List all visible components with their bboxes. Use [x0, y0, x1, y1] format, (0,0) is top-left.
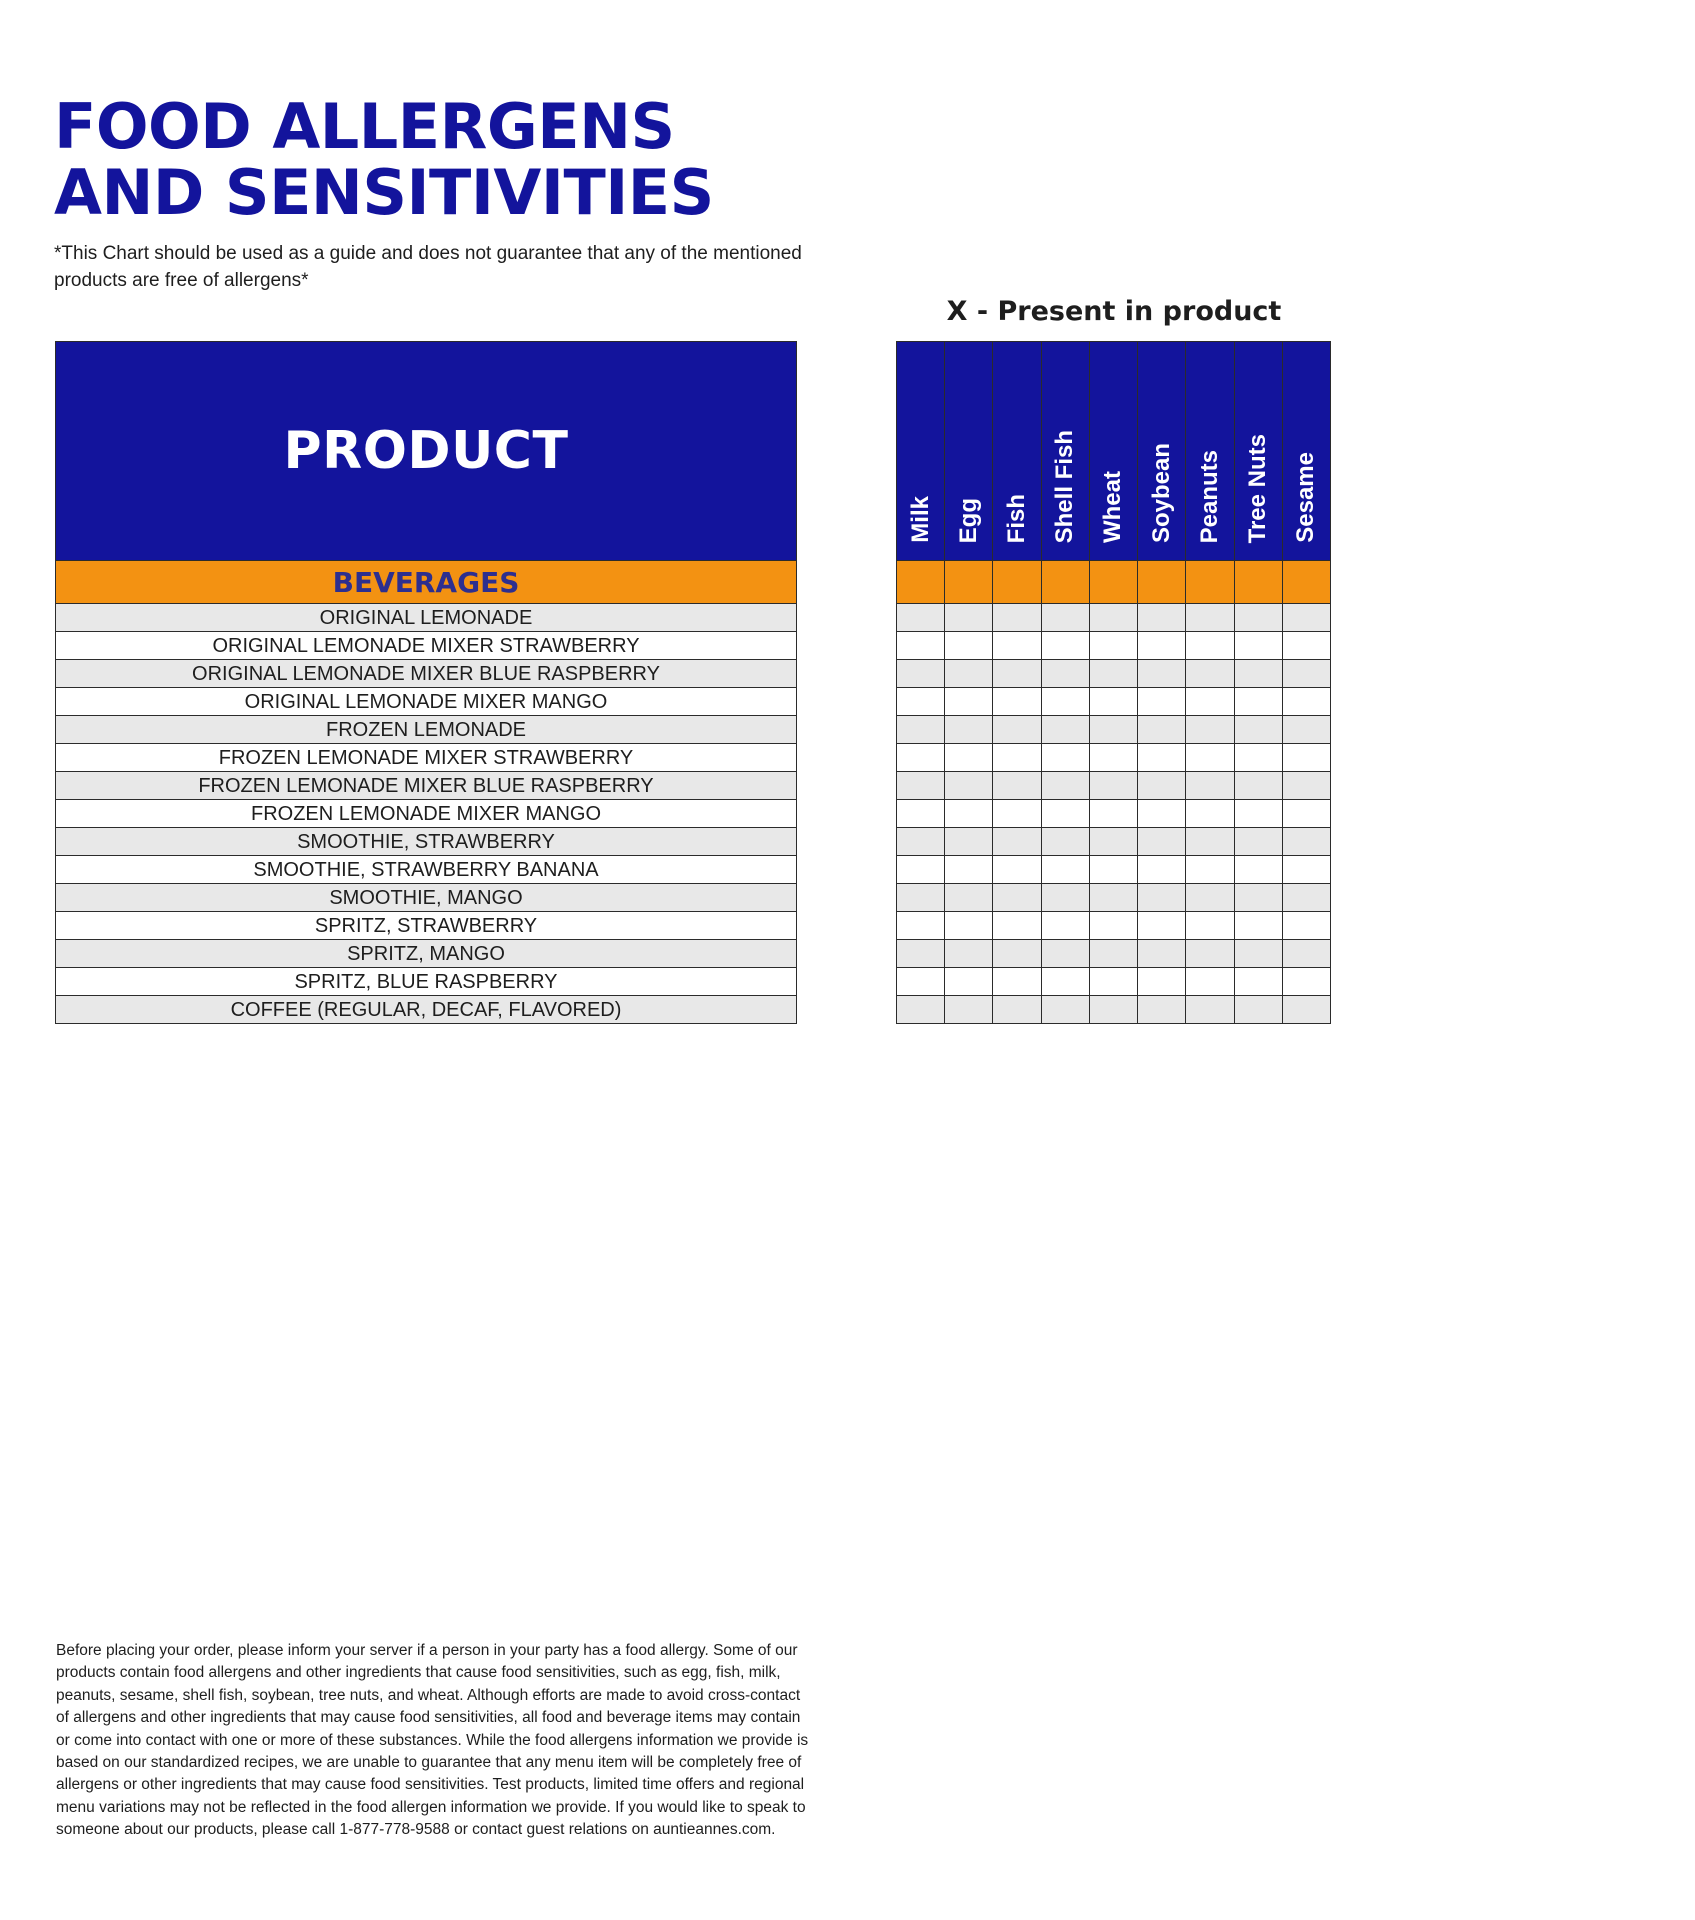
allergen-cell [945, 632, 993, 660]
allergen-cell [1234, 968, 1282, 996]
product-name: SMOOTHIE, STRAWBERRY BANANA [56, 856, 797, 884]
allergen-cell [1041, 940, 1089, 968]
allergen-cell [897, 912, 945, 940]
allergen-cell [1041, 884, 1089, 912]
allergen-cell [1138, 996, 1186, 1024]
allergen-cell [1089, 996, 1137, 1024]
product-name: FROZEN LEMONADE MIXER STRAWBERRY [56, 744, 797, 772]
allergen-cell [993, 940, 1041, 968]
allergen-cell [1186, 828, 1234, 856]
allergen-cell [1282, 660, 1330, 688]
allergen-cell [1186, 968, 1234, 996]
allergen-section-cell [945, 561, 993, 604]
allergen-cell [1234, 660, 1282, 688]
page-title [54, 90, 714, 229]
allergen-section-cell [993, 561, 1041, 604]
allergen-cell [1186, 940, 1234, 968]
allergen-cell [1186, 800, 1234, 828]
allergen-cell [945, 828, 993, 856]
allergen-col-soybean [1138, 342, 1186, 561]
allergen-section-cell [1186, 561, 1234, 604]
table-row [56, 800, 797, 828]
allergen-cell [1234, 856, 1282, 884]
allergen-cell [1138, 688, 1186, 716]
allergen-cell [993, 968, 1041, 996]
table-row [897, 604, 1331, 632]
product-name: SMOOTHIE, STRAWBERRY [56, 828, 797, 856]
product-name: COFFEE (REGULAR, DECAF, FLAVORED) [56, 996, 797, 1024]
allergen-cell [897, 604, 945, 632]
table-row [56, 856, 797, 884]
footer-note: Before placing your order, please inform your server if a person in your party has a food allergy. Some of our products contain food allergens and other ingredients that cause food sensitivities, such as egg, fish, milk, peanuts, sesame, shell fish, soybean, tree nuts, and wheat. Although efforts are made to avoid cross-contact of allergens and other ingredients that may cause food sensitivities, all food and beverage items may contain or come into contact with one or more of these substances. While the food allergens information we provide is based on our standardized recipes, we are unable to guarantee that any menu item will be completely free of allergens or other ingredients that may cause food sensitivities. Test products, limited time offers and regional menu variations may not be reflected in the food allergen information we provide. If you would like to speak to someone about our products, please call 1-877-778-9588 or contact guest relations on auntieannes.com. [56, 1642, 809, 1839]
allergen-cell [1282, 884, 1330, 912]
product-name: ORIGINAL LEMONADE MIXER STRAWBERRY [56, 632, 797, 660]
allergen-cell [1234, 716, 1282, 744]
allergen-cell [1282, 940, 1330, 968]
allergen-cell [1234, 996, 1282, 1024]
allergen-cell [1186, 912, 1234, 940]
allergen-cell [1041, 688, 1089, 716]
table-row [897, 968, 1331, 996]
allergen-cell [945, 716, 993, 744]
allergen-cell [945, 604, 993, 632]
allergen-cell [1186, 996, 1234, 1024]
allergen-label: Fish [1003, 493, 1031, 543]
allergen-col-wheat [1089, 342, 1137, 561]
allergen-cell [1089, 800, 1137, 828]
table-row [56, 632, 797, 660]
allergen-cell [1138, 800, 1186, 828]
allergen-col-sesame [1282, 342, 1330, 561]
allergen-cell [1186, 632, 1234, 660]
allergen-cell [1041, 604, 1089, 632]
product-name: SPRITZ, MANGO [56, 940, 797, 968]
allergen-cell [1041, 632, 1089, 660]
allergen-cell [1282, 604, 1330, 632]
allergen-cell [1089, 884, 1137, 912]
product-name: FROZEN LEMONADE [56, 716, 797, 744]
allergen-cell [993, 856, 1041, 884]
allergen-cell [1234, 912, 1282, 940]
product-header: PRODUCT [56, 342, 797, 561]
allergen-cell [1282, 912, 1330, 940]
allergen-cell [1138, 828, 1186, 856]
allergen-cell [1041, 716, 1089, 744]
allergen-cell [1041, 968, 1089, 996]
allergen-col-peanuts [1186, 342, 1234, 561]
allergen-cell [993, 660, 1041, 688]
table-row [897, 856, 1331, 884]
table-row [56, 660, 797, 688]
allergen-section-cell [1234, 561, 1282, 604]
table-row [56, 772, 797, 800]
table-row [897, 828, 1331, 856]
allergen-cell [1282, 856, 1330, 884]
allergen-cell [1234, 884, 1282, 912]
allergen-cell [897, 856, 945, 884]
allergen-cell [897, 660, 945, 688]
allergen-cell [897, 716, 945, 744]
allergen-cell [1282, 828, 1330, 856]
allergen-cell [1234, 940, 1282, 968]
allergen-cell [993, 688, 1041, 716]
allergen-cell [1138, 884, 1186, 912]
allergen-section-row [897, 561, 1331, 604]
section-beverages: BEVERAGES [56, 561, 797, 604]
allergen-cell [1234, 828, 1282, 856]
allergen-label: Sesame [1292, 452, 1320, 543]
allergen-cell [897, 968, 945, 996]
allergen-label: Tree Nuts [1244, 433, 1272, 543]
allergen-cell [1186, 772, 1234, 800]
product-table [55, 341, 797, 1024]
allergen-cell [1041, 996, 1089, 1024]
table-row [56, 716, 797, 744]
table-row [56, 940, 797, 968]
allergen-cell [1089, 828, 1137, 856]
table-row [56, 912, 797, 940]
allergen-cell [1089, 744, 1137, 772]
table-row [897, 884, 1331, 912]
product-name: FROZEN LEMONADE MIXER MANGO [56, 800, 797, 828]
table-row [897, 688, 1331, 716]
allergen-header-row [897, 342, 1331, 561]
allergen-cell [1186, 604, 1234, 632]
allergen-cell [1282, 968, 1330, 996]
allergen-cell [1234, 604, 1282, 632]
product-name: ORIGINAL LEMONADE MIXER MANGO [56, 688, 797, 716]
allergen-cell [1282, 632, 1330, 660]
allergen-cell [945, 996, 993, 1024]
table-row [56, 688, 797, 716]
allergen-cell [1234, 688, 1282, 716]
allergen-cell [1138, 912, 1186, 940]
allergen-cell [1138, 660, 1186, 688]
table-row [897, 716, 1331, 744]
table-row [897, 632, 1331, 660]
table-row [897, 660, 1331, 688]
allergen-cell [1089, 940, 1137, 968]
allergen-cell [1041, 744, 1089, 772]
allergen-cell [993, 772, 1041, 800]
allergen-cell [1089, 968, 1137, 996]
allergen-cell [1089, 716, 1137, 744]
allergen-cell [993, 800, 1041, 828]
allergen-cell [945, 856, 993, 884]
allergen-section-cell [897, 561, 945, 604]
allergen-label: Egg [954, 497, 982, 543]
allergen-cell [1089, 912, 1137, 940]
allergen-label: Soybean [1147, 442, 1175, 543]
allergen-cell [945, 772, 993, 800]
allergen-col-tree-nuts [1234, 342, 1282, 561]
table-row [56, 604, 797, 632]
table-row [56, 968, 797, 996]
allergen-cell [1234, 772, 1282, 800]
allergen-cell [1089, 632, 1137, 660]
allergen-cell [897, 940, 945, 968]
allergen-cell [897, 772, 945, 800]
table-row [56, 744, 797, 772]
allergen-cell [1041, 772, 1089, 800]
table-row [897, 744, 1331, 772]
allergen-section-cell [1089, 561, 1137, 604]
allergen-cell [1138, 632, 1186, 660]
allergen-cell [945, 884, 993, 912]
allergen-cell [1282, 744, 1330, 772]
allergen-cell [1089, 772, 1137, 800]
allergen-cell [945, 688, 993, 716]
allergen-cell [1186, 744, 1234, 772]
allergen-col-fish [993, 342, 1041, 561]
allergen-cell [1186, 856, 1234, 884]
allergen-cell [1089, 856, 1137, 884]
allergen-label: Shell Fish [1051, 429, 1079, 543]
allergen-cell [993, 632, 1041, 660]
allergen-cell [897, 632, 945, 660]
allergen-cell [1041, 856, 1089, 884]
allergen-cell [897, 828, 945, 856]
allergen-cell [945, 744, 993, 772]
allergen-cell [897, 688, 945, 716]
allergen-cell [1041, 912, 1089, 940]
allergen-cell [1138, 604, 1186, 632]
product-name: FROZEN LEMONADE MIXER BLUE RASPBERRY [56, 772, 797, 800]
allergen-cell [945, 660, 993, 688]
allergen-cell [1041, 800, 1089, 828]
allergen-cell [993, 912, 1041, 940]
allergen-cell [1138, 772, 1186, 800]
product-name: ORIGINAL LEMONADE [56, 604, 797, 632]
allergen-cell [993, 996, 1041, 1024]
allergen-cell [1138, 856, 1186, 884]
allergen-section-cell [1282, 561, 1330, 604]
table-row [56, 828, 797, 856]
table-row [897, 940, 1331, 968]
allergen-cell [945, 968, 993, 996]
page-title-line-1: FOOD ALLERGENS [54, 90, 675, 163]
allergen-col-shell-fish [1041, 342, 1089, 561]
section-row [56, 561, 797, 604]
product-name: SMOOTHIE, MANGO [56, 884, 797, 912]
table-row [897, 800, 1331, 828]
allergen-cell [897, 800, 945, 828]
allergen-cell [1089, 688, 1137, 716]
table-row [56, 996, 797, 1024]
allergen-label: Milk [906, 496, 934, 543]
table-row [56, 884, 797, 912]
allergen-table [896, 341, 1331, 1024]
allergen-cell [1234, 800, 1282, 828]
table-row [897, 912, 1331, 940]
allergen-cell [1138, 968, 1186, 996]
allergen-cell [1282, 800, 1330, 828]
allergen-cell [1041, 828, 1089, 856]
product-name: ORIGINAL LEMONADE MIXER BLUE RASPBERRY [56, 660, 797, 688]
allergen-section-cell [1138, 561, 1186, 604]
allergen-label: Peanuts [1195, 449, 1223, 543]
allergen-cell [1234, 632, 1282, 660]
allergen-cell [1089, 604, 1137, 632]
disclaimer: *This Chart should be used as a guide and does not guarantee that any of the mentioned products are free of allergens* [54, 243, 802, 291]
allergen-cell [1138, 744, 1186, 772]
allergen-cell [897, 996, 945, 1024]
allergen-cell [1186, 660, 1234, 688]
allergen-cell [993, 828, 1041, 856]
allergen-cell [1282, 996, 1330, 1024]
allergen-col-milk [897, 342, 945, 561]
legend: X - Present in product [946, 296, 1282, 327]
allergen-cell [1089, 660, 1137, 688]
product-name: SPRITZ, STRAWBERRY [56, 912, 797, 940]
allergen-section-cell [1041, 561, 1089, 604]
allergen-cell [993, 716, 1041, 744]
table-row [897, 772, 1331, 800]
allergen-cell [945, 940, 993, 968]
allergen-cell [1186, 716, 1234, 744]
allergen-cell [1282, 688, 1330, 716]
allergen-cell [897, 744, 945, 772]
allergen-cell [1282, 716, 1330, 744]
allergen-cell [945, 800, 993, 828]
allergen-cell [993, 604, 1041, 632]
allergen-cell [993, 884, 1041, 912]
allergen-cell [1186, 884, 1234, 912]
allergen-cell [1041, 660, 1089, 688]
allergen-cell [1138, 716, 1186, 744]
page-title-line-2: AND SENSITIVITIES [54, 156, 714, 229]
allergen-cell [1186, 688, 1234, 716]
allergen-cell [945, 912, 993, 940]
allergen-cell [1234, 744, 1282, 772]
allergen-cell [897, 884, 945, 912]
allergen-cell [1282, 772, 1330, 800]
allergen-label: Wheat [1099, 471, 1127, 543]
table-row [897, 996, 1331, 1024]
allergen-col-egg [945, 342, 993, 561]
allergen-cell [1138, 940, 1186, 968]
product-name: SPRITZ, BLUE RASPBERRY [56, 968, 797, 996]
allergen-cell [993, 744, 1041, 772]
